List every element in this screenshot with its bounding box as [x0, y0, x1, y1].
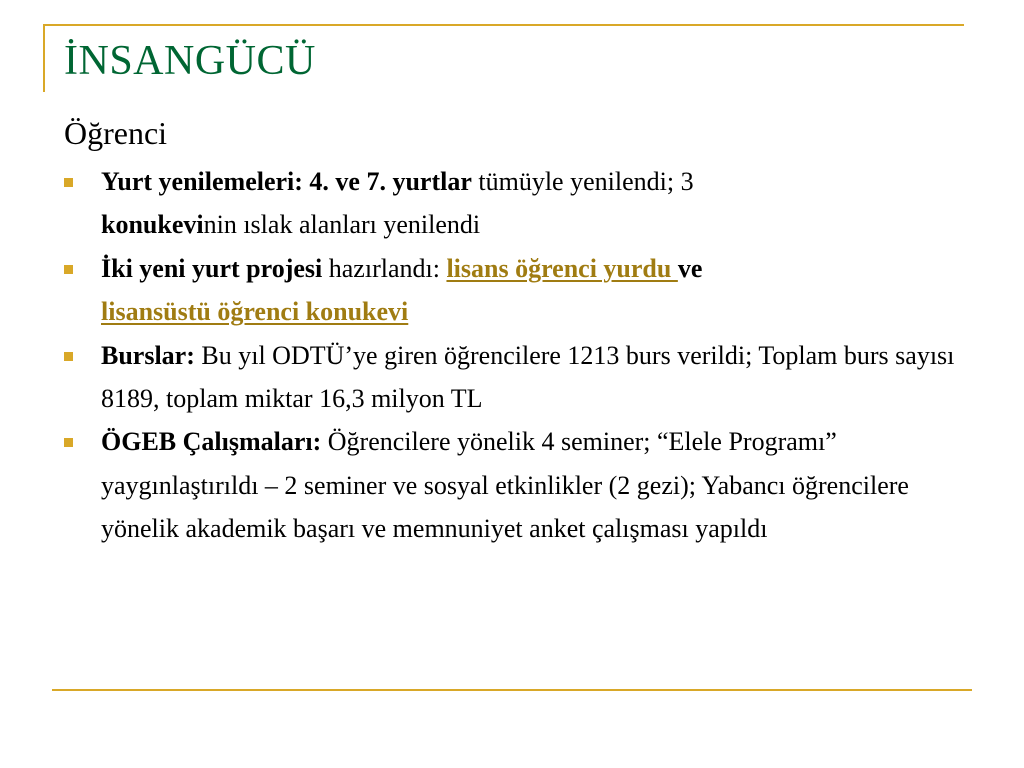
- bullet-connector-text: ve: [677, 253, 703, 283]
- square-bullet-icon: [64, 352, 73, 361]
- lisansustu-ogrenci-konukevi-link[interactable]: lisansüstü öğrenci konukevi: [101, 297, 409, 327]
- bullet-lead-text: Burslar:: [101, 340, 195, 370]
- bullet-lead-text: ÖGEB Çalışmaları:: [101, 427, 322, 457]
- bottom-accent-line: [52, 689, 972, 691]
- bullet-text: tümüyle yenilendi; 3: [471, 167, 694, 196]
- bullet-lead-text: Yurt yenilemeleri: 4. ve 7. yurtlar: [101, 167, 472, 196]
- left-accent-line: [43, 24, 45, 92]
- square-bullet-icon: [64, 178, 73, 187]
- slide-title: İNSANGÜCÜ: [64, 38, 316, 84]
- bullet-item-yurt: [64, 160, 964, 247]
- bullet-text: Bu yıl ODTÜ’ye giren öğrencilere 1213 burs verildi; Toplam burs sayısı 8189, toplam miktar 16,3 milyon TL: [101, 340, 955, 414]
- top-accent-line: [43, 24, 964, 26]
- section-heading: Öğrenci: [64, 115, 168, 151]
- bullet-list: [64, 160, 964, 551]
- bullet-text: hazırlandı:: [322, 253, 447, 283]
- square-bullet-icon: [64, 265, 73, 274]
- bullet-text: Öğrencilere yönelik 4 seminer; “Elele Programı” yaygınlaştırıldı – 2 seminer ve sosyal etkinlikler (2 gezi); Yabancı öğrencilere yönelik akademik başarı ve memnuniyet anket çalışması yapıldı: [101, 427, 909, 544]
- bullet-text: nin ıslak alanları yenilendi: [203, 210, 481, 240]
- bullet-item-ogeb: [64, 420, 964, 550]
- bullet-lead-text: İki yeni yurt projesi: [101, 253, 323, 283]
- bullet-bold-text: konukevi: [101, 210, 204, 240]
- bullet-item-burslar: [64, 334, 964, 421]
- square-bullet-icon: [64, 438, 73, 447]
- lisans-ogrenci-yurdu-link[interactable]: lisans öğrenci yurdu: [446, 253, 678, 283]
- bullet-item-yurt-projesi: [64, 247, 964, 334]
